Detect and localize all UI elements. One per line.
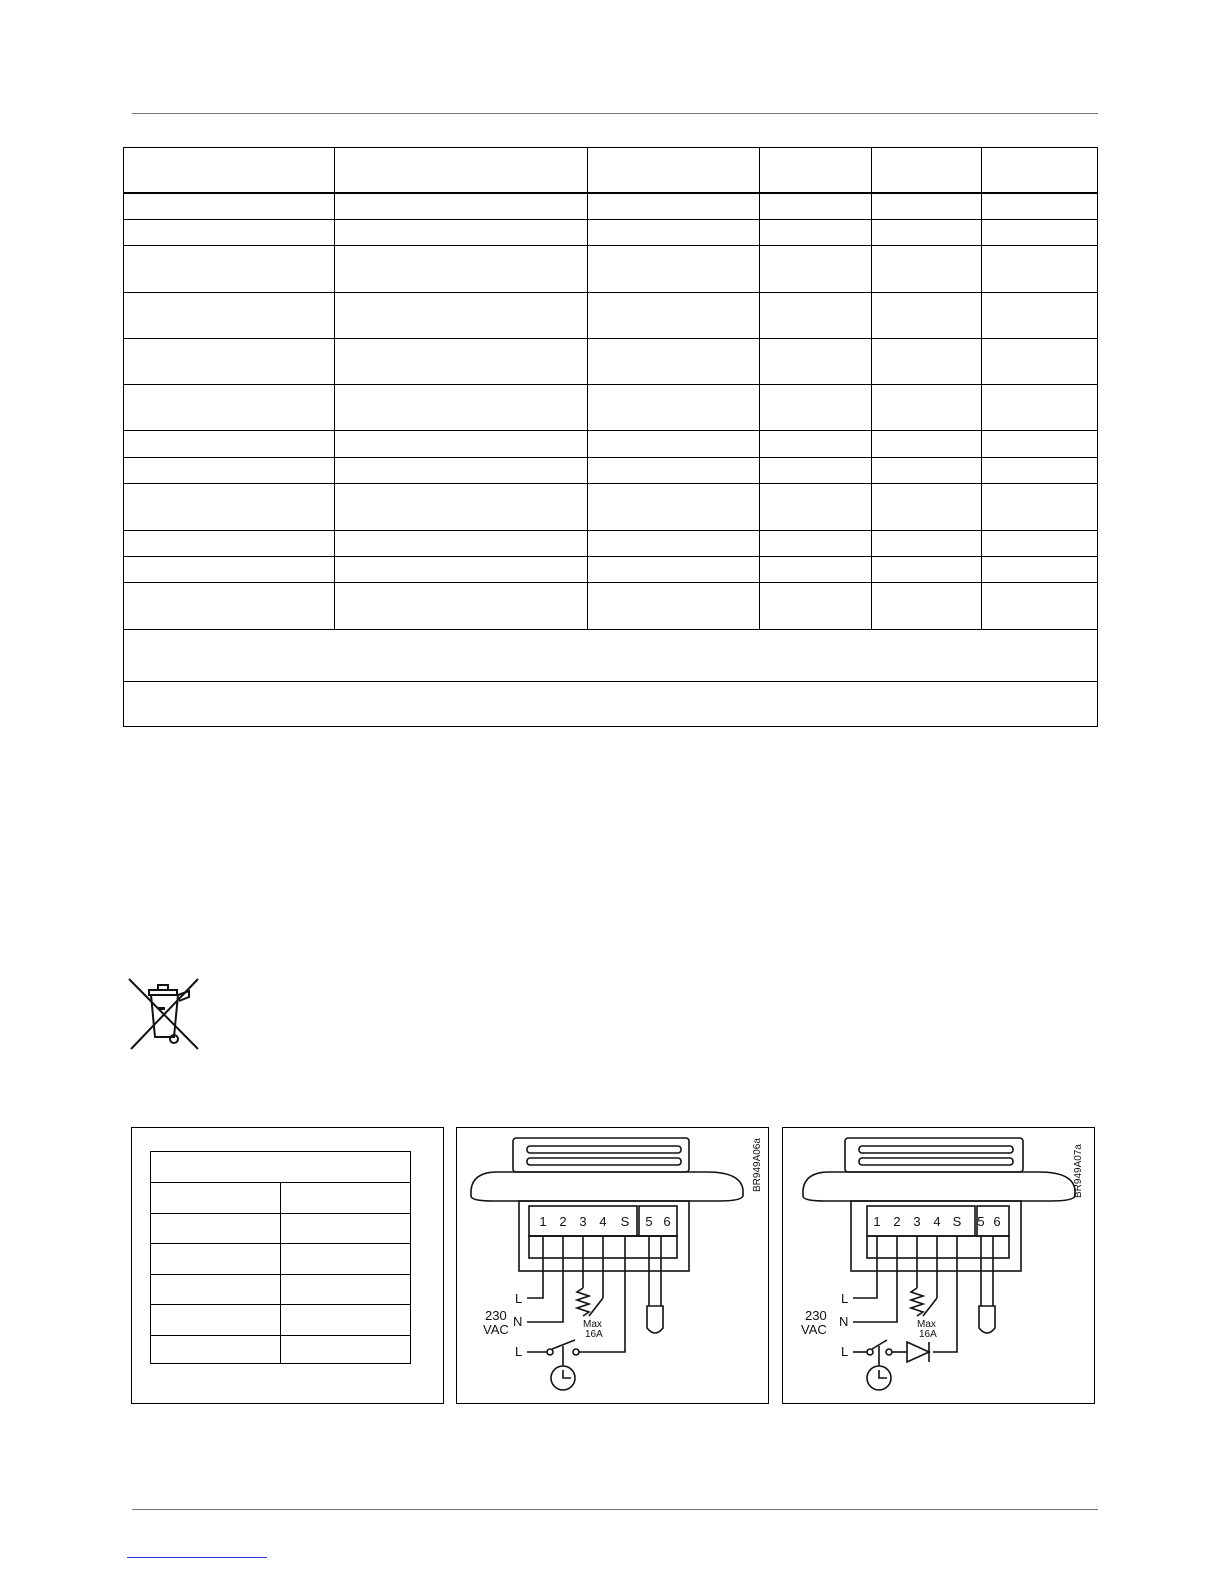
terminal-label: 6 <box>993 1214 1001 1229</box>
terminal-label: S <box>952 1214 962 1229</box>
table-column-rule <box>871 148 872 629</box>
max-load-label: 16A <box>919 1329 937 1340</box>
table-header-rule <box>124 192 1097 194</box>
mini-table-column-rule <box>280 1182 281 1363</box>
table-column-rule <box>334 148 335 629</box>
header-rule <box>132 113 1098 114</box>
diagram-code: BR949A07a <box>1073 1144 1084 1198</box>
footer-link-underline[interactable] <box>127 1557 267 1558</box>
wiring-diagram-right-figure <box>783 1128 1096 1405</box>
terminal-label: 2 <box>559 1214 567 1229</box>
specification-table <box>123 147 1098 727</box>
voltage-label: VAC <box>483 1322 509 1337</box>
terminal-table <box>150 1151 411 1364</box>
table-row-rule <box>124 245 1097 246</box>
terminal-label: 2 <box>893 1214 901 1229</box>
table-row-rule <box>124 556 1097 557</box>
table-row-rule <box>124 582 1097 583</box>
terminal-label: 4 <box>599 1214 607 1229</box>
line-label: L <box>841 1344 849 1359</box>
line-label: L <box>841 1291 849 1306</box>
max-load-label: Max <box>583 1319 602 1330</box>
max-load-label: 16A <box>585 1329 603 1340</box>
max-load-label: Max <box>917 1319 936 1330</box>
terminal-label: 6 <box>663 1214 671 1229</box>
table-row-rule <box>124 483 1097 484</box>
table-column-rule <box>981 148 982 629</box>
voltage-label: 230 <box>805 1308 827 1323</box>
terminal-label: 5 <box>645 1214 653 1229</box>
table-row-rule <box>124 681 1097 682</box>
table-row-rule <box>124 430 1097 431</box>
table-row-rule <box>124 457 1097 458</box>
terminal-table-panel <box>131 1127 444 1404</box>
wiring-diagram-right <box>782 1127 1095 1404</box>
diagram-code: BR949A06a <box>752 1138 763 1192</box>
voltage-label: 230 <box>485 1308 507 1323</box>
table-row-rule <box>124 338 1097 339</box>
terminal-label: S <box>620 1214 630 1229</box>
terminal-label: 3 <box>913 1214 921 1229</box>
terminal-label: 5 <box>977 1214 985 1229</box>
line-label: L <box>515 1344 523 1359</box>
terminal-label: 1 <box>873 1214 881 1229</box>
neutral-label: N <box>839 1314 849 1329</box>
table-row-rule <box>124 292 1097 293</box>
table-row-rule <box>124 219 1097 220</box>
terminal-label: 4 <box>933 1214 941 1229</box>
terminal-label: 1 <box>539 1214 547 1229</box>
crossed-out-wheelie-bin-icon <box>127 977 202 1052</box>
table-column-rule <box>587 148 588 629</box>
wiring-diagram-left-figure <box>457 1128 770 1405</box>
table-column-rule <box>759 148 760 629</box>
table-row-rule <box>124 384 1097 385</box>
voltage-label: VAC <box>801 1322 827 1337</box>
line-label: L <box>515 1291 523 1306</box>
table-row-rule <box>124 530 1097 531</box>
table-row-rule <box>124 629 1097 630</box>
neutral-label: N <box>513 1314 523 1329</box>
wiring-diagram-left <box>456 1127 769 1404</box>
footer-rule <box>132 1509 1098 1510</box>
terminal-label: 3 <box>579 1214 587 1229</box>
